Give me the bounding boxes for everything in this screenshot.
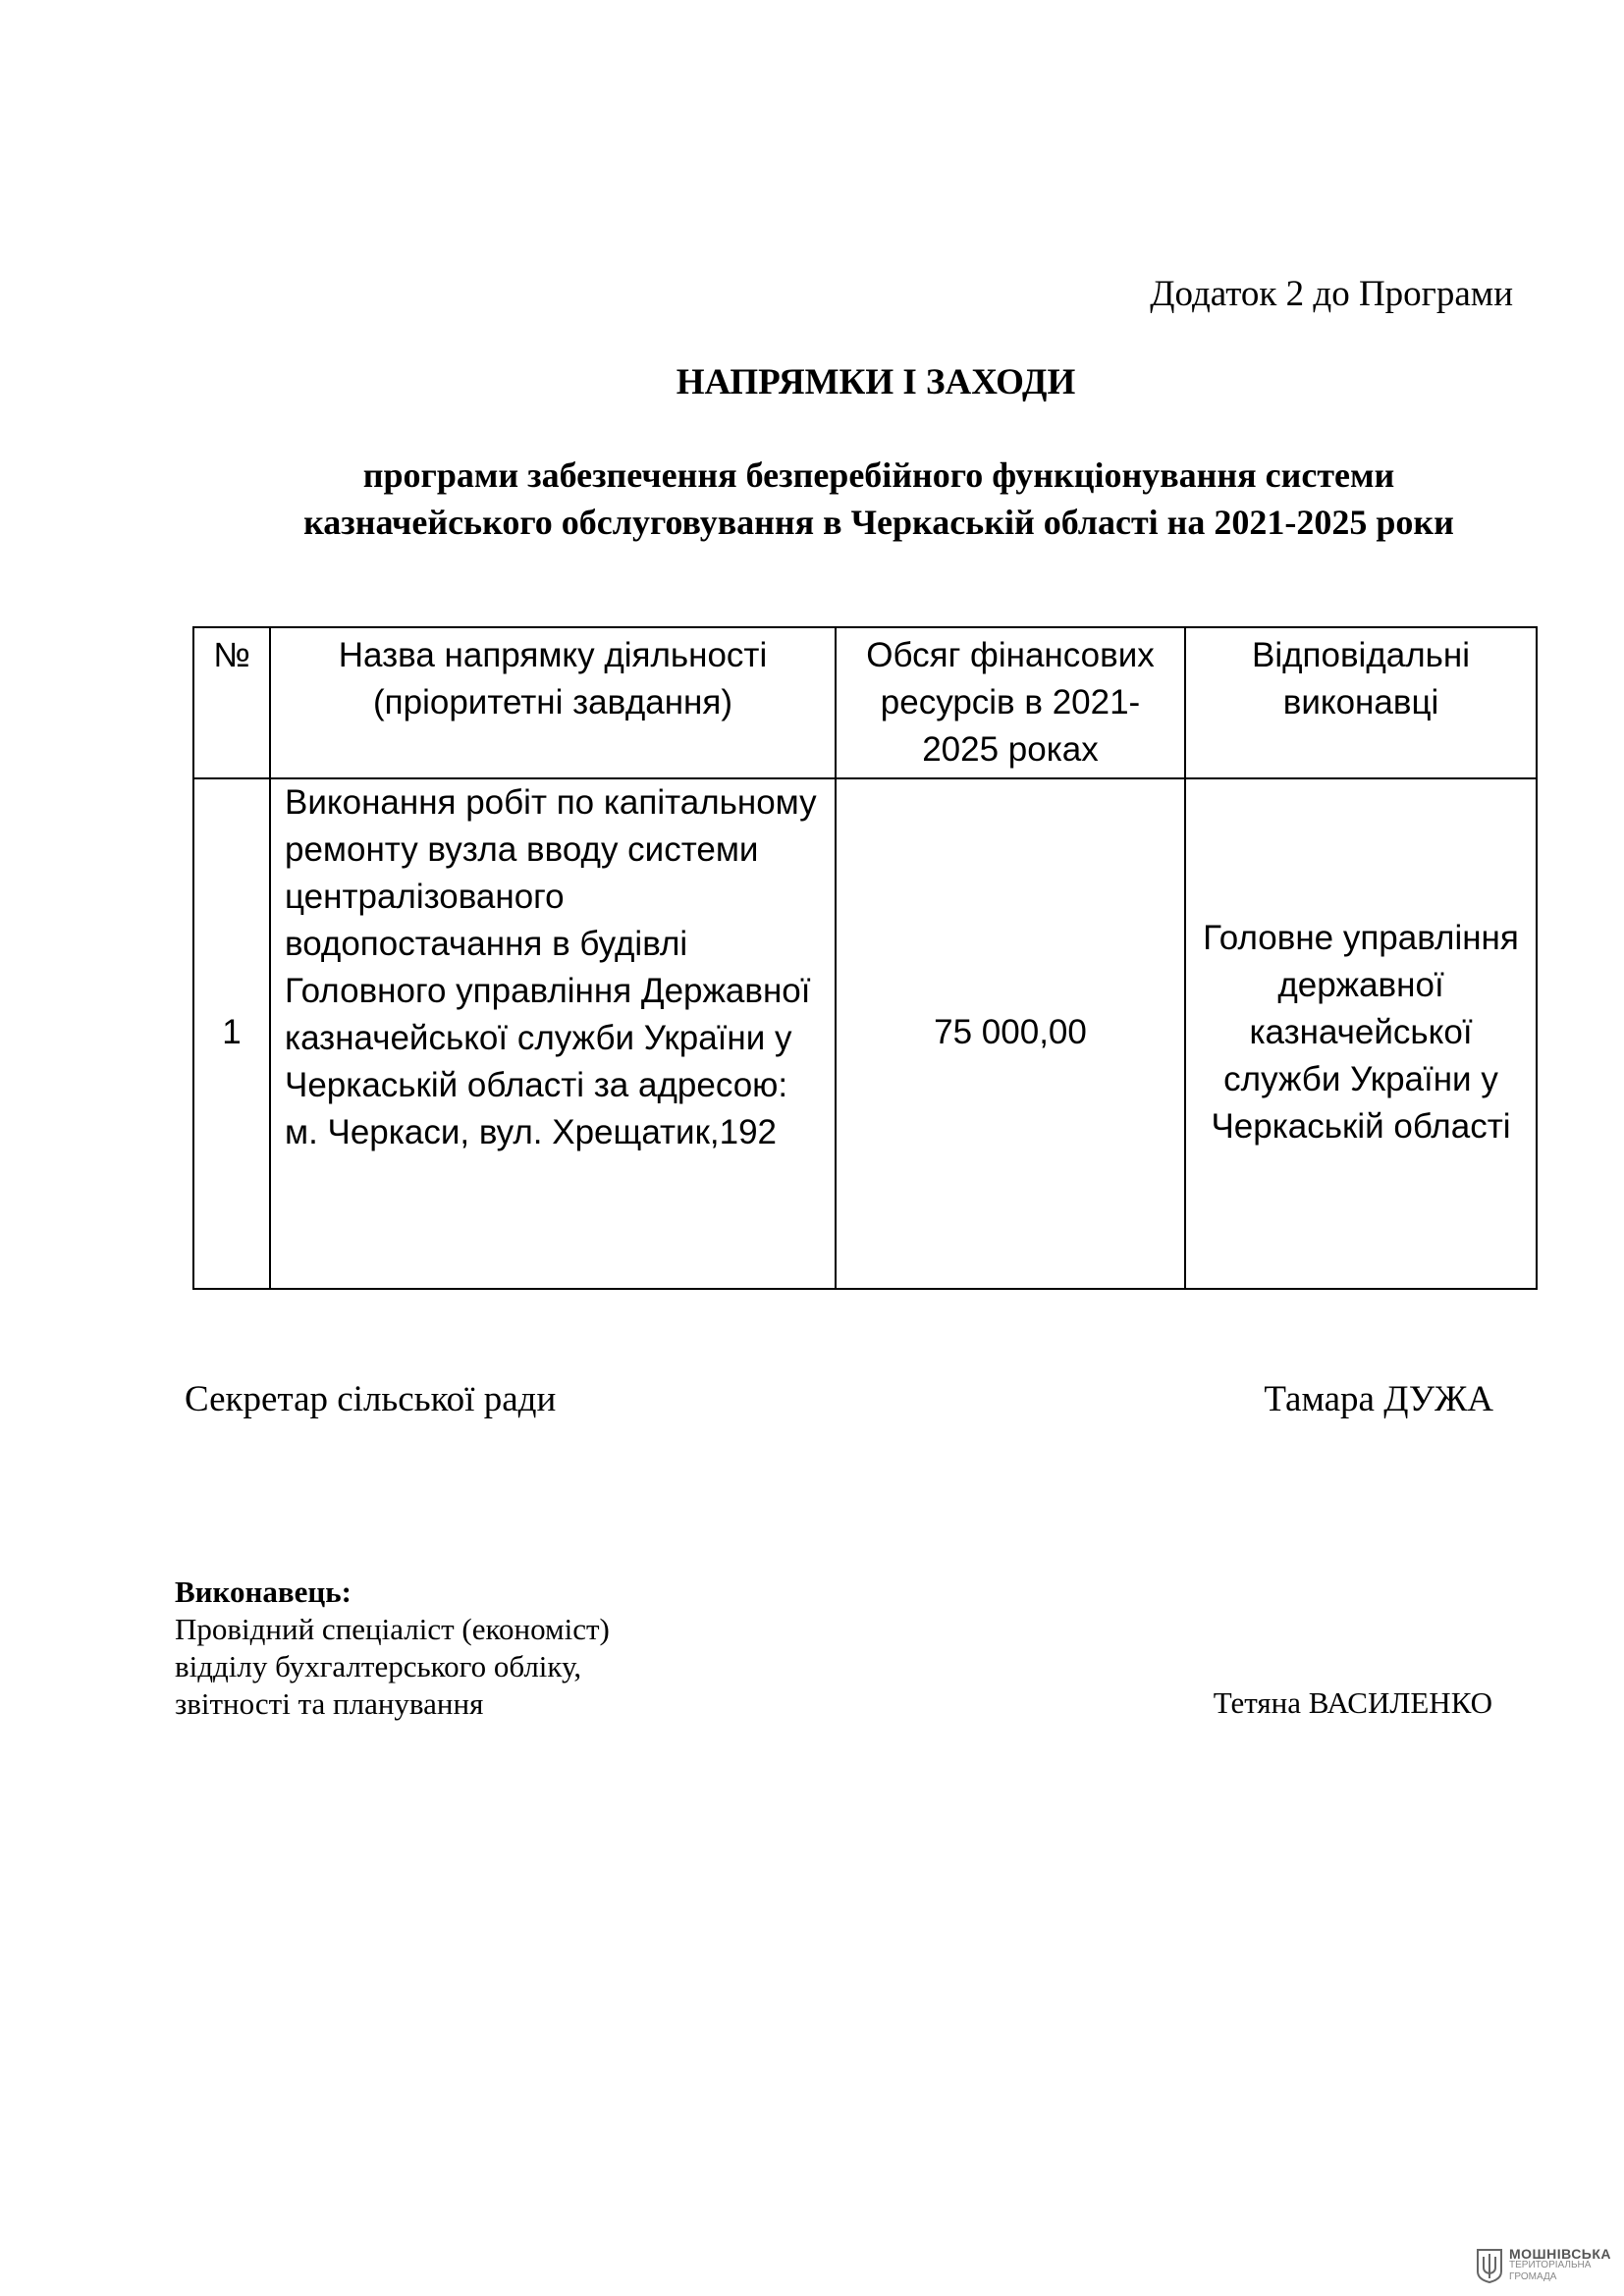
executor-position-line-1: Провідний спеціаліст (економіст) (175, 1612, 610, 1646)
logo-line-1: МОШНІВСЬКА (1509, 2246, 1612, 2262)
executor-position-line-3: звітності та планування (175, 1686, 484, 1721)
executor-block (175, 1574, 610, 1723)
executor-name: Тетяна ВАСИЛЕНКО (1213, 1685, 1492, 1720)
directions-table (192, 626, 1538, 1290)
secretary-name: Тамара ДУЖА (1264, 1379, 1493, 1419)
row-number: 1 (193, 778, 270, 1289)
header-financial-volume: Обсяг фінансових ресурсів в 2021-2025 роках (836, 627, 1185, 778)
page-title: НАПРЯМКИ І ЗАХОДИ (676, 362, 1076, 402)
page-subtitle (157, 452, 1600, 546)
secretary-title: Секретар сільської ради (185, 1379, 557, 1419)
community-logo (1476, 2248, 1611, 2283)
row-amount: 75 000,00 (836, 778, 1185, 1289)
executor-position-line-2: відділу бухгалтерського обліку, (175, 1649, 582, 1683)
row-direction-name: Виконання робіт по капітальному ремонту вузла вводу системи централізованого водопостачання в будівлі Головного управління Державної казначейської служби України у Черкаській області за адресою: м. Черкаси, вул. Хрещатик,192 (270, 778, 836, 1289)
trident-icon (1476, 2248, 1503, 2283)
row-responsible: Головне управління державної казначейської служби України у Черкаській області (1185, 778, 1537, 1289)
subtitle-line-1: програми забезпечення безперебійного функціонування системи (362, 455, 1395, 495)
table-row (193, 778, 1537, 1289)
subtitle-line-2: казначейського обслуговування в Черкаській області на 2021-2025 роки (303, 503, 1454, 542)
header-responsible: Відповідальні виконавці (1185, 627, 1537, 778)
executor-heading: Виконавець: (175, 1575, 352, 1609)
logo-line-2: ТЕРИТОРІАЛЬНА (1509, 2260, 1592, 2270)
header-direction-name: Назва напрямку діяльності (пріоритетні завдання) (270, 627, 836, 778)
table-header-row (193, 627, 1537, 778)
logo-text (1509, 2248, 1611, 2283)
appendix-note: Додаток 2 до Програми (1150, 274, 1513, 314)
header-number: № (193, 627, 270, 778)
logo-line-3: ГРОМАДА (1509, 2271, 1557, 2282)
